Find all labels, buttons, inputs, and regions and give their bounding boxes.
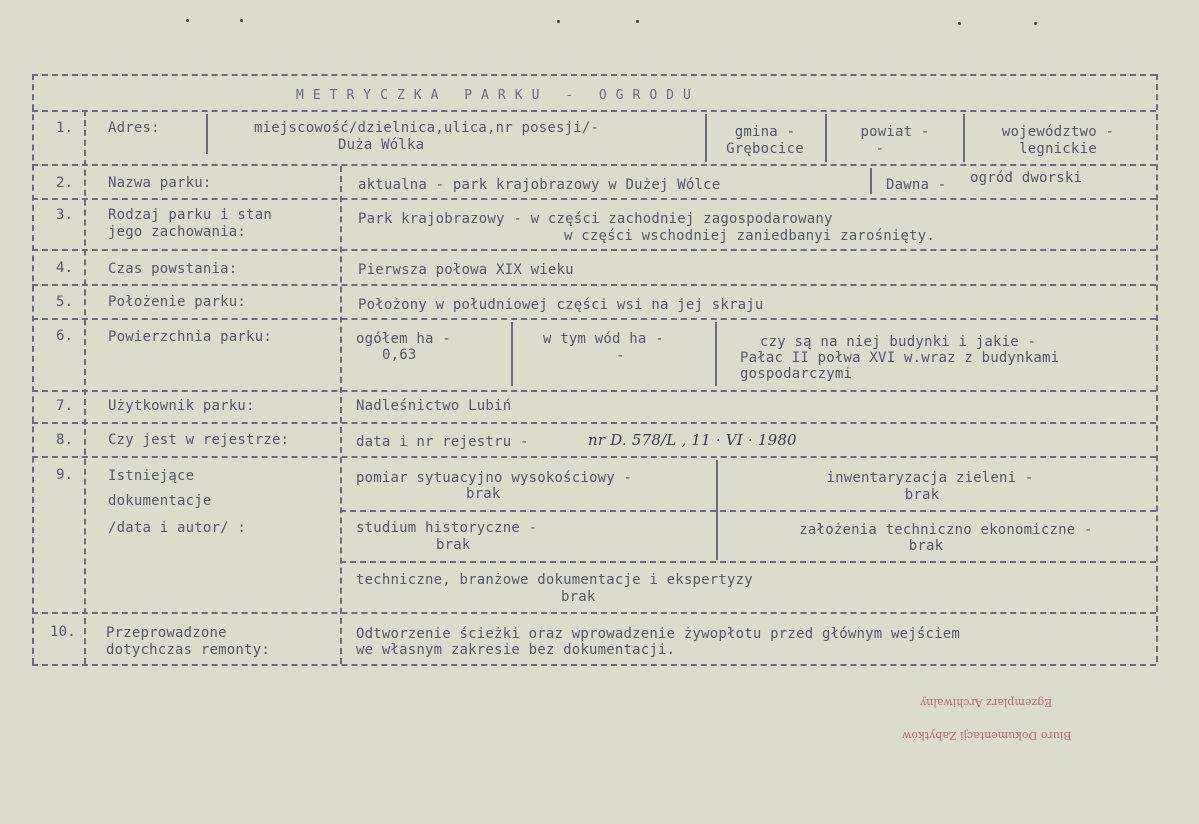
row-divider — [32, 390, 1156, 392]
row-1-label: Adres: — [108, 120, 160, 136]
border-bottom — [32, 664, 1156, 666]
row-divider — [32, 422, 1156, 424]
margin-dot — [958, 22, 961, 25]
row-divider — [340, 561, 1156, 563]
col-divider-label — [340, 166, 342, 664]
park-user-value: Nadleśnictwo Lubiń — [356, 398, 512, 414]
row-divider — [32, 318, 1156, 320]
row-10-label-cont: dotychczas remonty: — [106, 642, 270, 658]
row-3-label-cont: jego zachowania: — [108, 224, 247, 240]
wojewodztwo-value: legnickie — [1019, 141, 1097, 157]
park-type-value: Park krajobrazowy - w części zachodniej zagospodarowany — [358, 211, 833, 227]
row-2-label: Nazwa parku: — [108, 175, 212, 191]
col-divider — [206, 114, 208, 154]
archive-stamp-line2: Biuro Dokumentacji Zabytków — [902, 729, 1072, 742]
margin-dot — [1034, 22, 1037, 25]
gmina-label: gmina - — [734, 124, 796, 140]
renovations-value: Odtworzenie ścieżki oraz wprowadzenie żywopłotu przed głównym wejściem — [356, 626, 961, 642]
powiat-value: - — [875, 141, 885, 157]
creation-time-value: Pierwsza połowa XIX wieku — [358, 262, 574, 278]
renovations-value-cont: we własnym zakresie bez dokumentacji. — [356, 642, 676, 658]
row-10-number: 10. — [50, 624, 76, 640]
area-water-value: - — [616, 348, 625, 364]
row-10-label: Przeprowadzone — [106, 625, 227, 641]
row-4-label: Czas powstania: — [108, 261, 238, 277]
park-name-current: aktualna - park krajobrazowy w Dużej Wólce — [358, 177, 721, 193]
row-divider — [32, 249, 1156, 251]
row-4-number: 4. — [56, 260, 74, 276]
row-2-number: 2. — [56, 175, 74, 191]
margin-dot — [557, 20, 560, 23]
gmina-value: Grębocice — [726, 141, 804, 157]
row-divider — [340, 510, 1156, 512]
col-divider — [511, 322, 513, 386]
doc-greenery-value: brak — [904, 487, 940, 503]
address-header: miejscowość/dzielnica,ulica,nr posesji/- — [254, 120, 600, 136]
buildings-value: Pałac II połwa XVI w.wraz z budynkami — [740, 350, 1060, 366]
row-divider — [32, 164, 1156, 166]
border-right — [1156, 74, 1158, 662]
form-title: METRYCZKA PARKU - OGRODU — [296, 88, 700, 103]
doc-expertise-label: techniczne, branżowe dokumentacje i ekspertyzy — [356, 572, 753, 588]
buildings-label: czy są na niej budynki i jakie - — [760, 334, 1037, 350]
archive-stamp-line1: Egzemplarz Archiwalny — [920, 696, 1053, 709]
area-water-label: w tym wód ha - — [543, 331, 664, 347]
row-9-label: Istniejące — [108, 468, 195, 484]
margin-dot — [186, 19, 189, 22]
border-top — [32, 74, 1156, 76]
row-9-label-cont: dokumentacje — [108, 493, 212, 509]
powiat-label: powiat - — [860, 124, 930, 140]
col-divider — [705, 114, 707, 162]
row-3-number: 3. — [56, 207, 74, 223]
doc-greenery-label: inwentaryzacja zieleni - — [826, 470, 1034, 486]
row-9-number: 9. — [56, 467, 74, 483]
park-name-former-value: ogród dworski — [970, 170, 1083, 186]
col-divider-num — [84, 110, 86, 664]
col-divider — [825, 114, 827, 162]
doc-survey-label: pomiar sytuacyjno wysokościowy - — [356, 470, 633, 486]
address-value: Duża Wólka — [338, 137, 425, 153]
row-8-label: Czy jest w rejestrze: — [108, 432, 290, 448]
row-7-label: Użytkownik parku: — [108, 398, 255, 414]
col-divider — [963, 114, 965, 162]
margin-dot — [636, 20, 639, 23]
doc-technical-value: brak — [908, 538, 944, 554]
row-1-number: 1. — [56, 120, 74, 136]
row-5-label: Położenie parku: — [108, 294, 247, 310]
area-total-value: 0,63 — [382, 347, 417, 363]
doc-survey-value: brak — [466, 486, 501, 502]
col-divider — [870, 168, 872, 194]
doc-technical-label: założenia techniczno ekonomiczne - — [799, 522, 1093, 538]
col-divider — [715, 322, 717, 386]
register-handwritten: nr D. 578/L , 11 · VI · 1980 — [588, 431, 797, 449]
row-6-number: 6. — [56, 328, 74, 344]
doc-expertise-value: brak — [561, 589, 596, 605]
area-total-label: ogółem ha - — [356, 331, 451, 347]
row-5-number: 5. — [56, 294, 74, 310]
row-divider — [32, 284, 1156, 286]
register-label: data i nr rejestru - — [356, 434, 529, 450]
doc-history-value: brak — [436, 537, 471, 553]
doc-history-label: studium historyczne - — [356, 520, 538, 536]
park-name-former-label: Dawna - — [886, 177, 947, 193]
buildings-value-cont: gospodarczymi — [740, 366, 853, 382]
wojewodztwo-label: województwo - — [1001, 124, 1115, 140]
row-8-number: 8. — [56, 432, 74, 448]
row-9-label-cont2: /data i autor/ : — [108, 520, 247, 536]
row-divider — [32, 110, 1156, 112]
park-type-value-cont: w części wschodniej zaniedbanyi zarośnięty. — [564, 228, 936, 244]
location-value: Położony w południowej części wsi na jej skraju — [358, 297, 764, 313]
row-6-label: Powierzchnia parku: — [108, 329, 272, 345]
row-divider — [32, 198, 1156, 200]
border-left — [32, 74, 34, 664]
row-7-number: 7. — [56, 398, 74, 414]
margin-dot — [240, 19, 243, 22]
row-divider — [32, 612, 1156, 614]
row-3-label: Rodzaj parku i stan — [108, 207, 272, 223]
row-divider — [32, 456, 1156, 458]
